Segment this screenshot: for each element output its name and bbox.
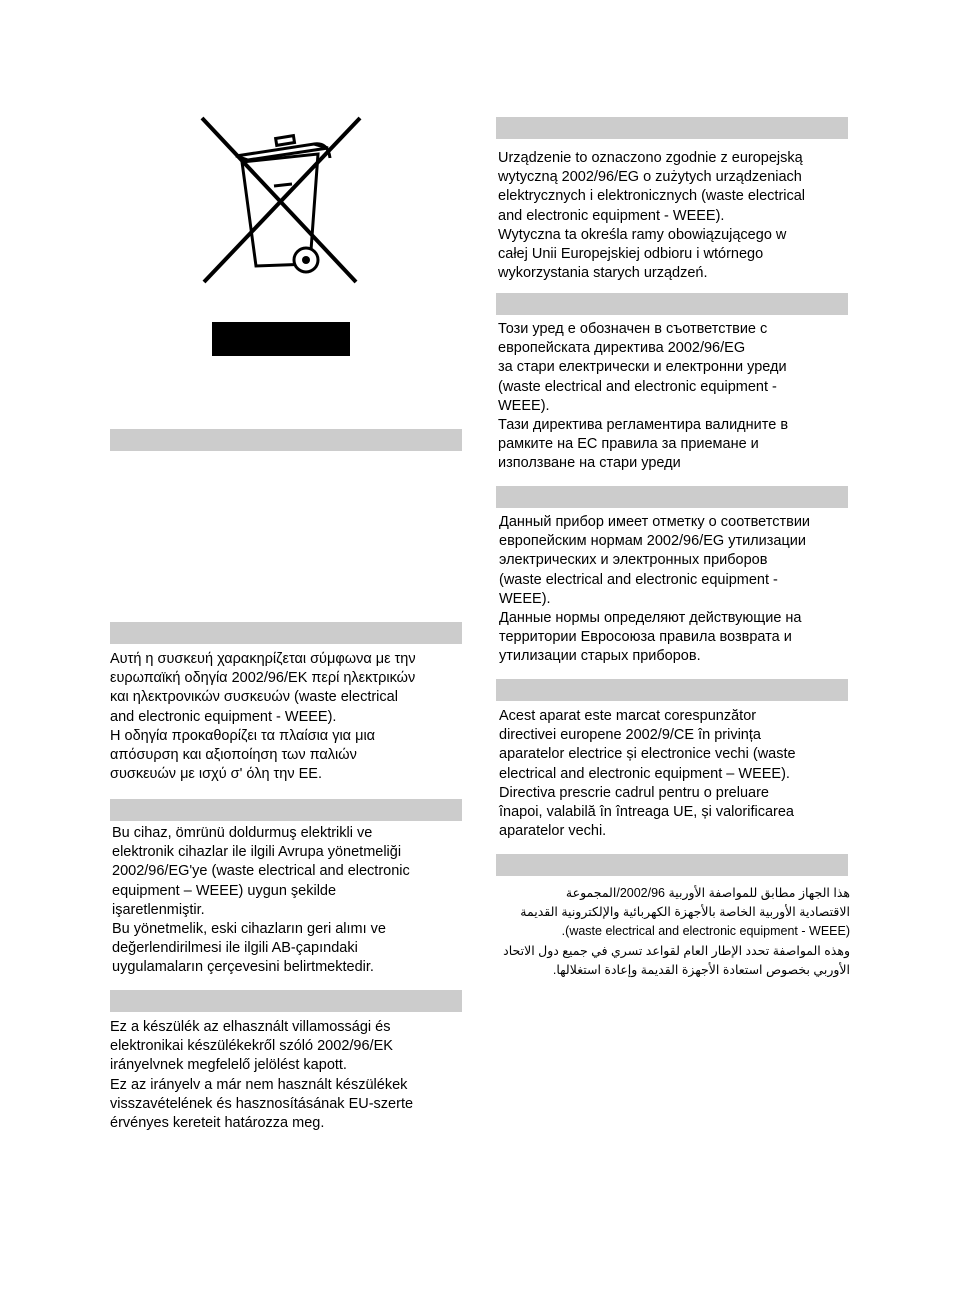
black-label-box: [212, 322, 350, 356]
arabic-section-text: هذا الجهاز مطابق للمواصفة الأوربية 2002/96/المجموعة الاقتصادية الأوربية الخاصة بالأجهزة الكهربائية والإلكترونية القديمة (waste electrical and electronic equipment - WEEE). وهذه المواصفة تحدد الإطار العام لقواعد تسري في جميع دول الاتحاد الأوربي بخصوص استعادة الأجهزة القديمة وإعادة استغلالها.: [503, 886, 850, 977]
greek-section-text: Αυτή η συσκευή χαρακηρίζεται σύμφωνα με την ευρωπαϊκή οδηγία 2002/96/ΕΚ περί ηλεκτρικών και ηλεκτρονικών συσκευών (waste electrical and electronic equipment - WEEE). Η οδηγία προκαθορίζει τα πλαίσια για μια απόσυρση και αξιοποίηση των παλιών συσκευών με ισχύ σ' όλη την ΕΕ.: [110, 651, 416, 783]
section-header-bar: [496, 679, 848, 701]
polish-section-text: Urządzenie to oznaczono zgodnie z europejską wytyczną 2002/96/EG o zużytych urządzeniach elektrycznych i elektronicznych (waste electrical and electronic equipment - WEEE). Wytyczna ta określa ramy obowiązującego w całej Unii Europejskiej odbioru i wtórnego wykorzystania starych urządzeń.: [498, 150, 806, 282]
hungarian-section-text: Ez a készülék az elhasznált villamossági és elektronikai készülékekről szóló 2002/96/EK irányelvnek megfelelő jelölést kapott. Ez az irányelv a már nem használt készülékek visszavételének és hasznosításának EU-szerte érvényes kereteit határozza meg.: [110, 1019, 414, 1132]
section-header-bar: [496, 486, 848, 508]
section-header-bar: [110, 990, 462, 1012]
turkish-section-text: Bu cihaz, ömrünü doldurmuş elektrikli ve elektronik cihazlar ile ilgili Avrupa yönetmeliği 2002/96/EG'ye (waste electrical and electronic equipment – WEEE) uygun şekilde işaretlenmiştir. Bu yönetmelik, eski cihazların geri alımı ve değerlendirilmesi ile ilgili AB-çapındaki uygulamaların çerçevesini belirtmektedir.: [112, 825, 410, 976]
romanian-section-text: Acest aparat este marcat corespunzător directivei europene 2002/9/CE în privința aparatelor electrice și electronice vechi (waste electrical and electronic equipment – WEEE). Directiva prescrie cadrul pentru o preluare înapoi, valabilă în întreaga UE, și valorificarea aparatelor vechi.: [499, 708, 796, 840]
bulgarian-section-text: Този уред е обозначен в съответствие с европейската директива 2002/96/EG за стари електрически и електронни уреди (waste electrical and electronic equipment - WEEE). Тази директива регламентира валидните в рамките на ЕС правила за приемане и използване на стари уреди: [498, 321, 789, 472]
section-header-bar: [110, 799, 462, 821]
section-header-bar: [110, 429, 462, 451]
crossed-out-wheelie-bin-icon: [196, 114, 364, 286]
section-header-bar: [496, 854, 848, 876]
section-header-bar: [496, 293, 848, 315]
section-header-bar: [496, 117, 848, 139]
section-header-bar: [110, 622, 462, 644]
russian-section-text: Данный прибор имеет отметку о соответствии европейским нормам 2002/96/EG утилизации электрических и электронных приборов (waste electrical and electronic equipment - WEEE). Данные нормы определяют действующие на территории Евросоюза правила возврата и утилизации старых приборов.: [499, 514, 811, 665]
